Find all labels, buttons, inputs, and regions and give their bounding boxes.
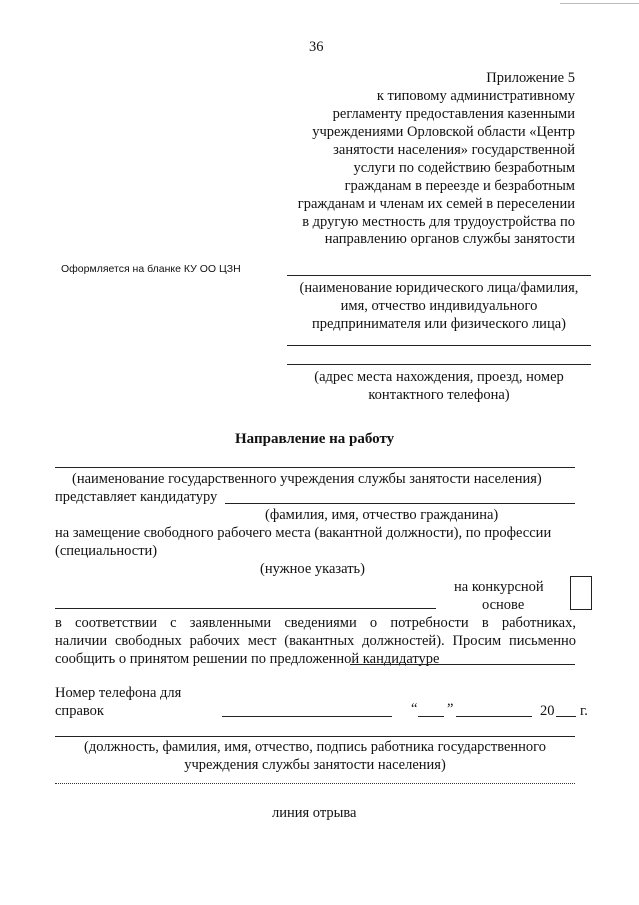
- appendix-line-5: услуги по содействию безработным: [353, 160, 575, 176]
- appendix-line-4: занятости населения» государственной: [333, 142, 575, 158]
- profession-line: [55, 608, 436, 609]
- year-suffix: г.: [580, 703, 588, 719]
- decision-line: [350, 664, 575, 665]
- recipient-caption-2: предпринимателя или физического лица): [312, 316, 566, 332]
- appendix-line-8: в другую местность для трудоустройства по: [302, 214, 575, 230]
- competitive-text-1: на конкурсной: [454, 579, 544, 595]
- appendix-line-7: гражданам и членам их семей в переселении: [297, 196, 575, 212]
- recipient-name-line: [287, 275, 591, 276]
- phone-line: [222, 716, 392, 717]
- phone-label-1: Номер телефона для: [55, 685, 182, 701]
- address-caption-0: (адрес места нахождения, проезд, номер: [314, 369, 564, 385]
- vacancy-text: на замещение свободного рабочего места (вакантной должности), по профессии: [55, 525, 552, 541]
- citizen-caption: (фамилия, имя, отчество гражданина): [265, 507, 499, 523]
- day-line: [418, 716, 444, 717]
- appendix-line-6: гражданам в переезде и безработным: [344, 178, 575, 194]
- institution-line: [55, 467, 575, 468]
- recipient-caption-1: имя, отчество индивидуального: [340, 298, 538, 314]
- appendix-line-2: регламенту предоставления казенными: [332, 106, 575, 122]
- signature-caption-2: учреждения службы занятости населения): [184, 757, 446, 773]
- paragraph-line-3: сообщить о принятом решении по предложенной кандидатуре: [55, 651, 440, 667]
- paragraph-line-1: в соответствии с заявленными сведениями о потребности в работниках,: [55, 615, 576, 631]
- page-number: 36: [309, 39, 324, 55]
- signature-line: [55, 736, 575, 737]
- specialty-text: (специальности): [55, 543, 158, 559]
- year-prefix: 20: [540, 703, 555, 719]
- address-caption-1: контактного телефона): [368, 387, 510, 403]
- tear-dotted-line: [55, 783, 575, 784]
- year-line: [556, 716, 576, 717]
- institution-caption: (наименование государственного учреждения службы занятости населения): [72, 471, 542, 487]
- tear-line-label: линия отрыва: [272, 805, 357, 821]
- recipient-caption-0: (наименование юридического лица/фамилия,: [299, 280, 579, 296]
- appendix-line-0: Приложение 5: [486, 70, 575, 86]
- candidate-line: [225, 503, 575, 504]
- competitive-checkbox[interactable]: [570, 576, 592, 610]
- competitive-text-2: основе: [482, 597, 525, 613]
- appendix-line-9: направлению органов службы занятости: [324, 231, 575, 247]
- blank-note: Оформляется на бланке КУ ОО ЦЗН: [61, 263, 241, 275]
- page-edge-mark: [560, 3, 639, 4]
- paragraph-line-2: наличии свободных рабочих мест (вакантных должностей). Просим письменно: [55, 633, 576, 649]
- appendix-line-1: к типовому административному: [376, 88, 575, 104]
- date-quote-close: ”: [447, 701, 454, 717]
- document-title: Направление на работу: [235, 431, 395, 447]
- date-quote-open: “: [411, 701, 418, 717]
- appendix-line-3: учреждениями Орловской области «Центр: [312, 124, 575, 140]
- month-line: [456, 716, 532, 717]
- address-line-2: [287, 364, 591, 365]
- phone-label-2: справок: [55, 703, 104, 719]
- specify-caption: (нужное указать): [260, 561, 365, 577]
- presents-label: представляет кандидатуру: [55, 489, 218, 505]
- address-line-1: [287, 345, 591, 346]
- signature-caption-1: (должность, фамилия, имя, отчество, подпись работника государственного: [83, 739, 546, 755]
